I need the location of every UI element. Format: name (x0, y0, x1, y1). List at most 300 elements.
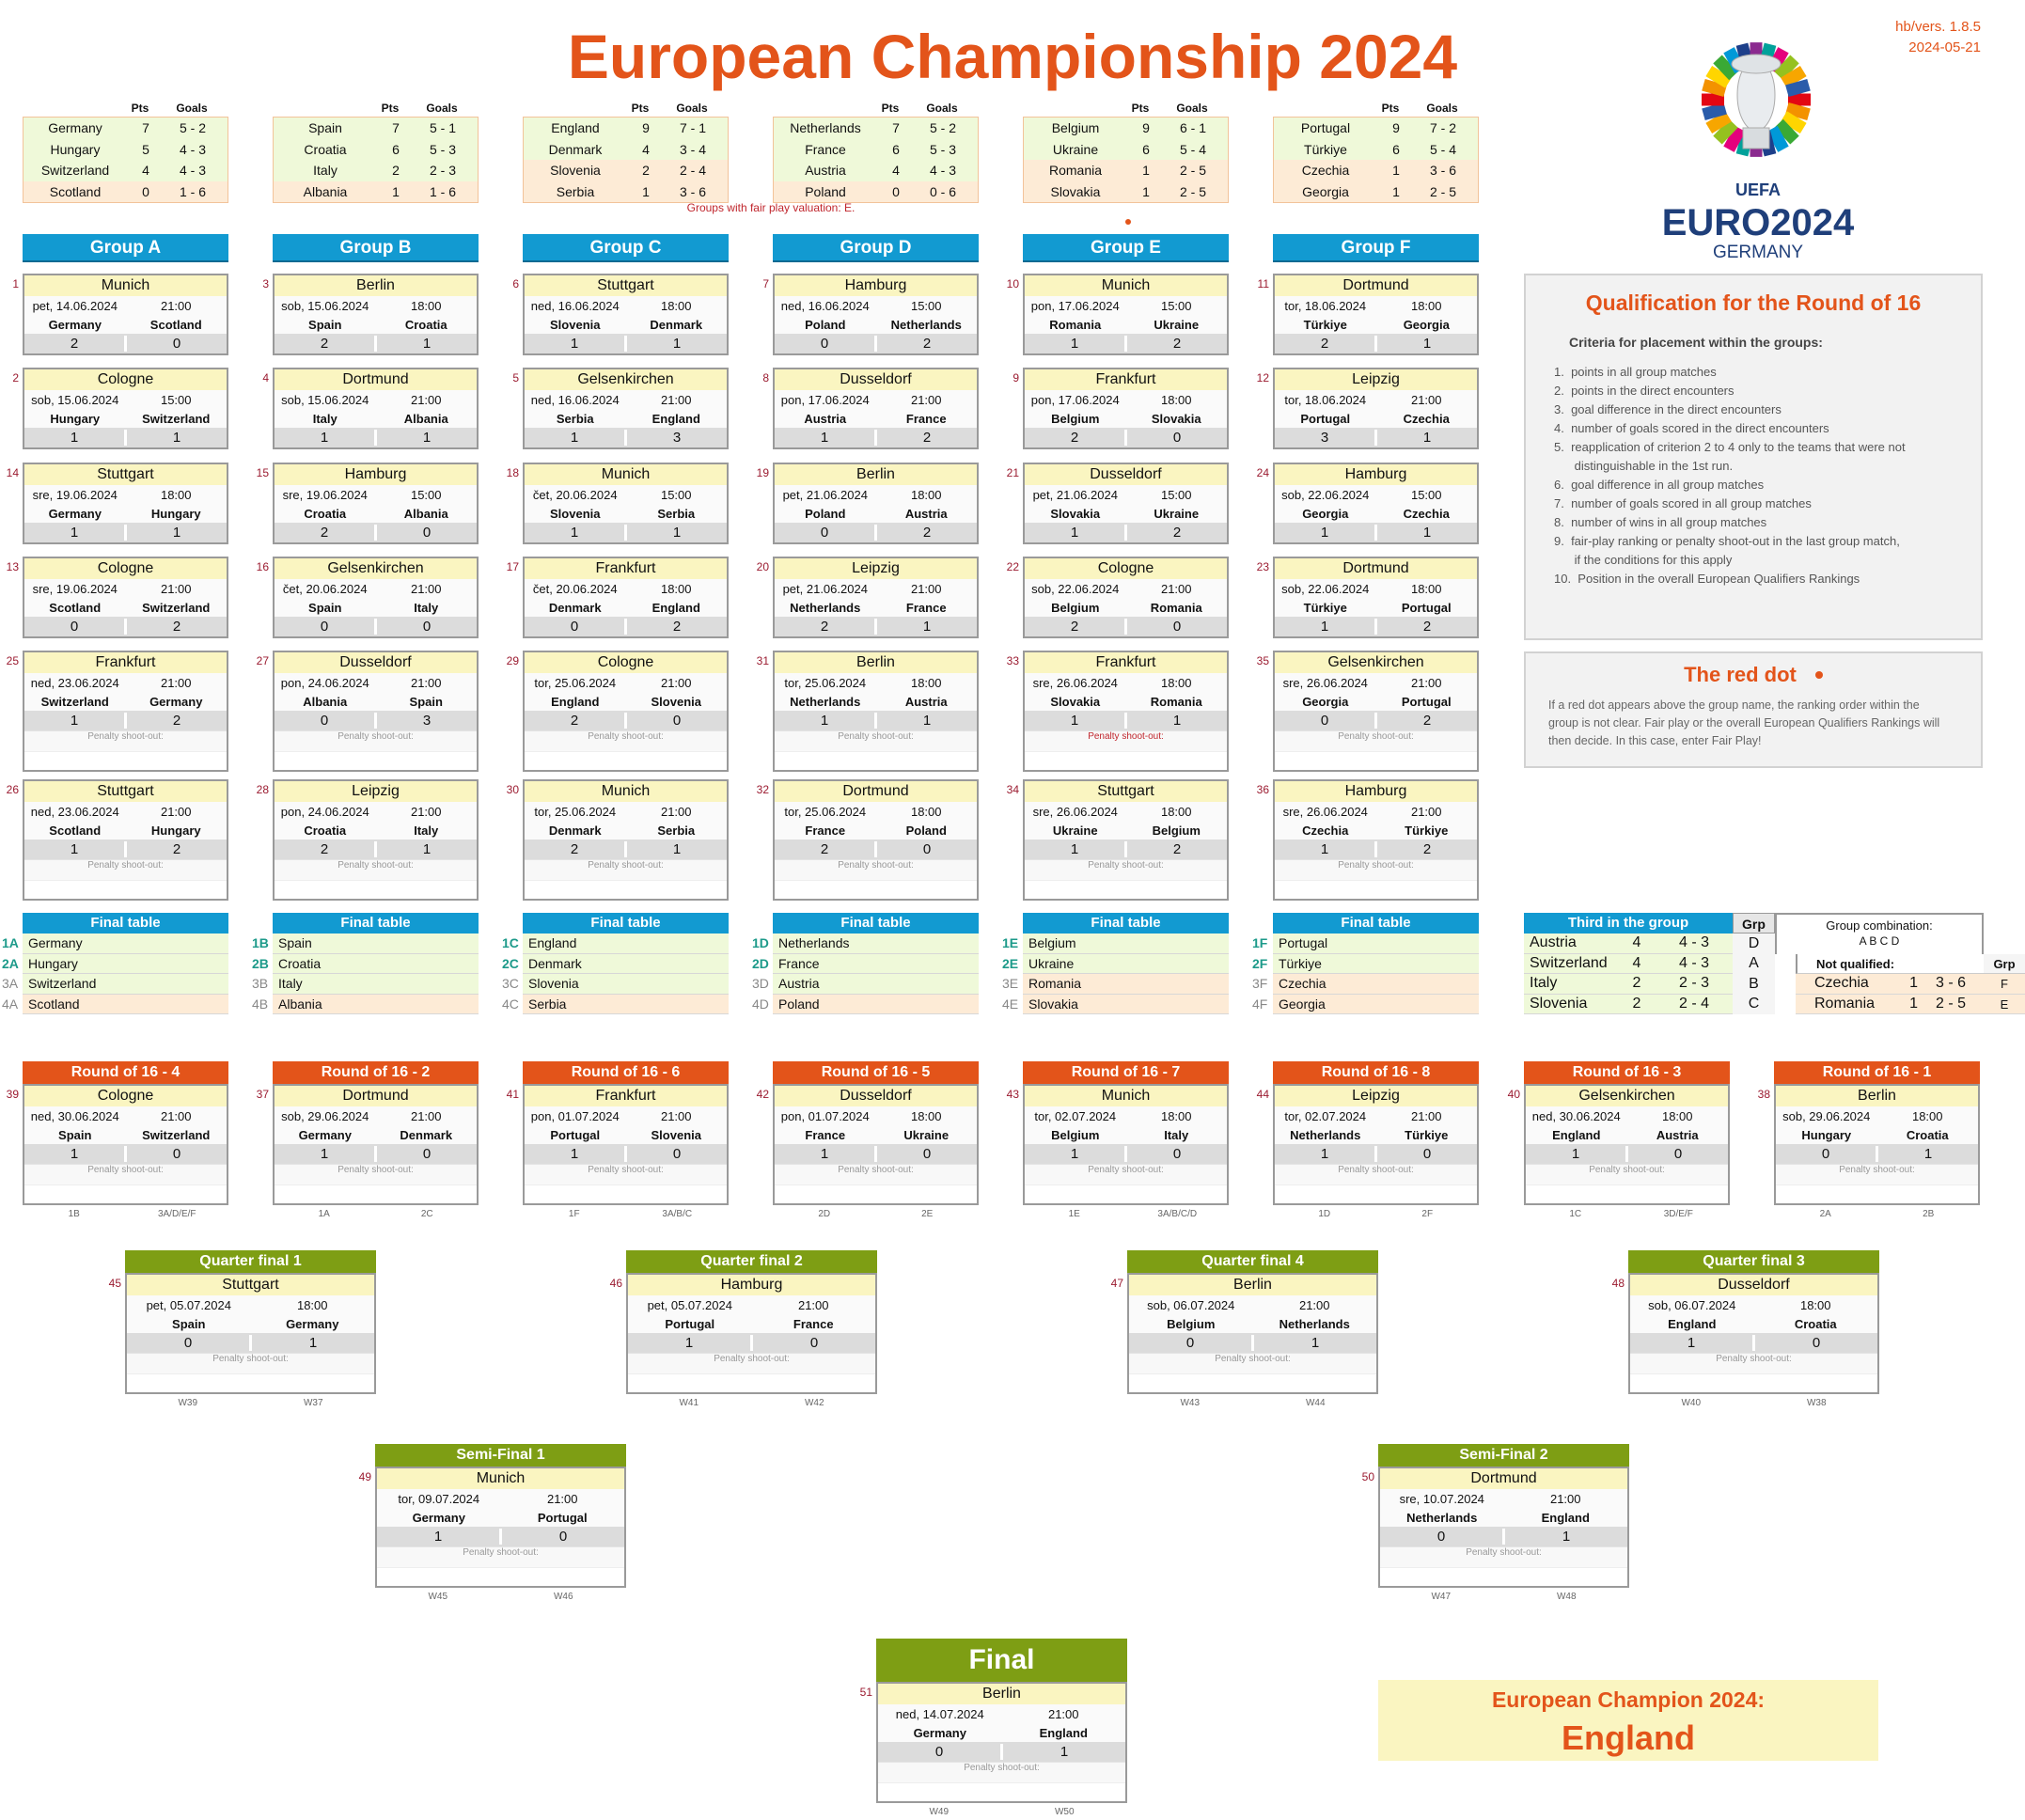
away-score-input[interactable]: 0 (922, 1146, 932, 1162)
match-round-title: Round of 16 - 3 (1524, 1061, 1730, 1084)
match-card (1273, 651, 1479, 772)
match-teams (878, 1723, 1125, 1742)
team-goals: 5 - 3 (429, 141, 456, 157)
penalty-shootout[interactable]: Penalty shoot-out: (1275, 1164, 1477, 1185)
match-date: pon, 24.06.2024 (280, 675, 369, 690)
home-score-input[interactable]: 0 (1129, 1335, 1254, 1351)
penalty-score-row[interactable] (1275, 880, 1477, 899)
away-team: Croatia (1906, 1127, 1949, 1142)
home-score-input[interactable]: 1 (525, 430, 627, 446)
penalty-shootout[interactable]: Penalty shoot-out: (1025, 730, 1227, 751)
match-date: sob, 29.06.2024 (1782, 1108, 1871, 1123)
home-score-input[interactable]: 0 (525, 619, 627, 635)
penalty-shootout[interactable]: Penalty shoot-out: (525, 1164, 727, 1185)
home-score-input[interactable]: 2 (775, 841, 877, 857)
final-table-position: 2A (2, 955, 19, 971)
away-score-input[interactable]: 2 (1172, 336, 1182, 352)
home-score-input[interactable]: 1 (275, 430, 377, 446)
match-score (1275, 523, 1477, 542)
home-score-input[interactable]: 2 (775, 619, 877, 635)
penalty-score-row[interactable] (1129, 1373, 1376, 1392)
match-datetime (1275, 296, 1477, 315)
match-card (773, 779, 979, 901)
away-team: Austria (904, 694, 948, 709)
home-team: Netherlands (1406, 1510, 1478, 1525)
away-score-input[interactable]: 3 (422, 713, 432, 729)
match-datetime (275, 296, 477, 315)
home-score-input[interactable]: 2 (1275, 336, 1377, 352)
final-table-row: Slovenia (523, 974, 729, 995)
source-right: W50 (1054, 1806, 1075, 1817)
criterion-item: 8. number of wins in all group matches (1554, 515, 1767, 529)
home-score-input[interactable]: 1 (525, 525, 627, 541)
away-score-input[interactable]: 1 (1422, 336, 1432, 352)
home-score-input[interactable]: 1 (24, 525, 127, 541)
home-score-input[interactable]: 1 (24, 713, 127, 729)
away-score-input[interactable]: 1 (1311, 1335, 1320, 1351)
penalty-shootout[interactable]: Penalty shoot-out: (1275, 859, 1477, 880)
home-team: Romania (1049, 317, 1102, 332)
home-team: Czechia (1302, 823, 1349, 838)
away-score-input[interactable]: 1 (308, 1335, 318, 1351)
home-score-input[interactable]: 1 (1025, 336, 1127, 352)
home-score-input[interactable]: 1 (1526, 1146, 1628, 1162)
penalty-shootout[interactable]: Penalty shoot-out: (24, 730, 227, 751)
away-score-input[interactable]: 1 (1172, 713, 1182, 729)
source-right: W46 (553, 1591, 573, 1602)
standings-row (1274, 181, 1478, 203)
away-score-input[interactable]: 0 (1172, 1146, 1182, 1162)
match-number: 32 (756, 783, 769, 796)
team-goals: 5 - 2 (929, 120, 956, 136)
home-score-input[interactable]: 0 (275, 619, 377, 635)
match-number: 11 (1257, 277, 1269, 290)
away-score-input[interactable]: 2 (922, 430, 932, 446)
match-date: tor, 18.06.2024 (1284, 392, 1367, 407)
third-goals: 2 - 3 (1678, 975, 1709, 992)
home-score-input[interactable]: 1 (24, 430, 127, 446)
away-score-input[interactable]: 1 (672, 525, 682, 541)
penalty-score-row[interactable] (775, 1185, 977, 1203)
home-score-input[interactable]: 1 (1025, 1146, 1127, 1162)
home-score-input[interactable]: 2 (275, 525, 377, 541)
match-time: 21:00 (410, 1108, 442, 1123)
away-score-input[interactable]: 2 (1422, 841, 1432, 857)
penalty-score-row[interactable] (1275, 751, 1477, 770)
home-score-input[interactable]: 1 (525, 336, 627, 352)
away-score-input[interactable]: 1 (172, 430, 181, 446)
home-score-input[interactable]: 2 (24, 336, 127, 352)
away-score-input[interactable]: 1 (422, 336, 432, 352)
home-score-input[interactable]: 1 (628, 1335, 753, 1351)
penalty-shootout[interactable]: Penalty shoot-out: (24, 859, 227, 880)
penalty-score-row[interactable] (24, 1185, 227, 1203)
match-card (23, 368, 228, 449)
away-score-input[interactable]: 1 (1060, 1744, 1069, 1760)
home-score-input[interactable]: 1 (1275, 619, 1377, 635)
match-teams (628, 1314, 875, 1333)
pts-header: Pts (131, 102, 149, 115)
match-card (773, 651, 979, 772)
away-score-input[interactable]: 1 (1422, 525, 1432, 541)
home-score-input[interactable]: 0 (24, 619, 127, 635)
away-score-input[interactable]: 0 (1172, 619, 1182, 635)
red-dot-panel (1524, 651, 1983, 768)
final-table-title: Final table (1273, 913, 1479, 934)
penalty-score-row[interactable] (775, 751, 977, 770)
penalty-shootout[interactable]: Penalty shoot-out: (275, 859, 477, 880)
home-score-input[interactable]: 2 (525, 713, 627, 729)
team-points: 1 (392, 183, 400, 199)
home-score-input[interactable]: 2 (525, 841, 627, 857)
home-score-input[interactable]: 0 (1776, 1146, 1878, 1162)
home-team: Scotland (49, 823, 102, 838)
away-score-input[interactable]: 0 (922, 841, 932, 857)
match-score (1025, 617, 1227, 636)
match-datetime (24, 296, 227, 315)
penalty-shootout[interactable]: Penalty shoot-out: (1025, 1164, 1227, 1185)
home-score-input[interactable]: 0 (878, 1744, 1003, 1760)
match-card (1023, 463, 1229, 544)
match-number: 20 (756, 560, 769, 573)
penalty-score-row[interactable] (1025, 751, 1227, 770)
away-score-input[interactable]: 2 (922, 336, 932, 352)
penalty-shootout[interactable]: Penalty shoot-out: (1630, 1353, 1877, 1373)
away-score-input[interactable]: 1 (672, 841, 682, 857)
penalty-shootout[interactable]: Penalty shoot-out: (775, 730, 977, 751)
match-datetime (775, 802, 977, 821)
away-score-input[interactable]: 0 (422, 525, 432, 541)
match-venue: Hamburg (1275, 781, 1477, 802)
away-score-input[interactable]: 0 (672, 1146, 682, 1162)
match-round-title: Semi-Final 2 (1378, 1444, 1629, 1467)
final-table (523, 913, 729, 1014)
match-card (273, 274, 479, 355)
home-score-input[interactable]: 3 (1275, 430, 1377, 446)
away-score-input[interactable]: 2 (672, 619, 682, 635)
standings-row (1274, 160, 1478, 181)
penalty-shootout[interactable]: Penalty shoot-out: (127, 1353, 374, 1373)
home-score-input[interactable]: 2 (1025, 430, 1127, 446)
penalty-score-row[interactable] (377, 1567, 624, 1586)
home-score-input[interactable]: 1 (775, 1146, 877, 1162)
home-team: Croatia (304, 823, 347, 838)
away-score-input[interactable]: 0 (422, 619, 432, 635)
home-score-input[interactable]: 0 (775, 336, 877, 352)
match-time: 18:00 (910, 487, 942, 502)
away-team: Ukraine (1154, 506, 1200, 521)
third-place-row (1524, 934, 1775, 954)
penalty-score-row[interactable] (275, 751, 477, 770)
away-team: Czechia (1403, 411, 1450, 426)
home-score-input[interactable]: 1 (775, 713, 877, 729)
match-date: ned, 30.06.2024 (30, 1108, 119, 1123)
bracket-source (273, 1205, 479, 1222)
source-left: 2D (818, 1208, 831, 1219)
match-venue: Stuttgart (525, 275, 727, 296)
away-score-input[interactable]: 1 (922, 713, 932, 729)
penalty-score-row[interactable] (1025, 880, 1227, 899)
away-score-input[interactable]: 1 (1562, 1529, 1571, 1545)
third-goals: 4 - 3 (1678, 934, 1709, 951)
away-score-input[interactable]: 2 (1422, 713, 1432, 729)
trophy-logo-icon (1650, 26, 1866, 267)
match-venue: Gelsenkirchen (1275, 652, 1477, 673)
penalty-score-row[interactable] (1025, 1185, 1227, 1203)
match-score (1025, 523, 1227, 542)
penalty-shootout[interactable]: Penalty shoot-out: (525, 730, 727, 751)
penalty-score-row[interactable] (1275, 1185, 1477, 1203)
away-score-input[interactable]: 0 (809, 1335, 819, 1351)
home-team: Portugal (665, 1316, 715, 1331)
penalty-shootout[interactable]: Penalty shoot-out: (24, 1164, 227, 1185)
team-goals: 2 - 5 (1179, 183, 1206, 199)
away-score-input[interactable]: 0 (1673, 1146, 1683, 1162)
home-score-input[interactable]: 1 (1275, 525, 1377, 541)
penalty-score-row[interactable] (628, 1373, 875, 1392)
home-score-input[interactable]: 1 (1025, 841, 1127, 857)
match-date: pon, 17.06.2024 (780, 392, 870, 407)
home-score-input[interactable]: 1 (1025, 525, 1127, 541)
match-venue: Berlin (1776, 1086, 1978, 1106)
match-datetime (525, 802, 727, 821)
penalty-score-row[interactable] (775, 880, 977, 899)
away-score-input[interactable]: 0 (1812, 1335, 1821, 1351)
match-venue: Leipzig (1275, 369, 1477, 390)
team-points: 2 (642, 163, 650, 179)
source-right: 3A/B/C (662, 1208, 693, 1219)
penalty-shootout[interactable]: Penalty shoot-out: (275, 730, 477, 751)
home-score-input[interactable]: 1 (24, 841, 127, 857)
penalty-shootout[interactable]: Penalty shoot-out: (775, 1164, 977, 1185)
team-points: 9 (1142, 120, 1150, 136)
away-score-input[interactable]: 0 (172, 336, 181, 352)
match-round-title: Round of 16 - 8 (1273, 1061, 1479, 1084)
penalty-shootout[interactable]: Penalty shoot-out: (628, 1353, 875, 1373)
penalty-score-row[interactable] (24, 751, 227, 770)
match-venue: Gelsenkirchen (525, 369, 727, 390)
team-name: Spain (308, 120, 342, 136)
away-score-input[interactable]: 1 (1422, 430, 1432, 446)
source-left: 1E (1068, 1208, 1080, 1219)
home-score-input[interactable]: 0 (275, 713, 377, 729)
penalty-score-row[interactable] (878, 1782, 1125, 1801)
home-score-input[interactable]: 1 (1025, 713, 1127, 729)
match-teams (1275, 504, 1477, 523)
penalty-score-row[interactable] (525, 1185, 727, 1203)
home-score-input[interactable]: 1 (275, 1146, 377, 1162)
home-score-input[interactable]: 2 (275, 336, 377, 352)
away-score-input[interactable]: 1 (422, 841, 432, 857)
team-goals: 5 - 2 (179, 120, 206, 136)
match-teams (1025, 504, 1227, 523)
away-score-input[interactable]: 2 (922, 525, 932, 541)
penalty-score-row[interactable] (275, 880, 477, 899)
final-table-position: 1C (502, 935, 519, 950)
source-left: 1C (1569, 1208, 1582, 1219)
match-number: 51 (859, 1686, 872, 1699)
criterion-item: 1. points in all group matches (1554, 365, 1717, 379)
team-points: 6 (892, 141, 900, 157)
criterion-item: 5. reapplication of criterion 2 to 4 only to the teams that were not (1554, 440, 1906, 454)
away-score-input[interactable]: 0 (1172, 430, 1182, 446)
match-box (1524, 1084, 1730, 1205)
away-team: Romania (1150, 694, 1202, 709)
home-score-input[interactable]: 1 (775, 430, 877, 446)
away-team: Spain (409, 694, 443, 709)
penalty-shootout[interactable]: Penalty shoot-out: (377, 1546, 624, 1567)
home-team: Portugal (1300, 411, 1351, 426)
penalty-shootout[interactable]: Penalty shoot-out: (1526, 1164, 1728, 1185)
match-venue: Berlin (275, 275, 477, 296)
penalty-score-row[interactable] (1380, 1567, 1627, 1586)
home-score-input[interactable]: 1 (1275, 1146, 1377, 1162)
away-team: Austria (904, 506, 948, 521)
penalty-shootout[interactable]: Penalty shoot-out: (1776, 1164, 1978, 1185)
home-score-input[interactable]: 1 (24, 1146, 127, 1162)
match-box (1273, 651, 1479, 772)
source-right: W42 (804, 1397, 824, 1408)
standings-table (273, 117, 479, 203)
match-round-title: Round of 16 - 2 (273, 1061, 479, 1084)
match-number: 25 (6, 654, 19, 667)
match-teams (127, 1314, 374, 1333)
home-score-input[interactable]: 2 (275, 841, 377, 857)
match-time: 15:00 (660, 487, 692, 502)
away-score-input[interactable]: 0 (558, 1529, 568, 1545)
away-score-input[interactable]: 0 (422, 1146, 432, 1162)
match-box (523, 1084, 729, 1205)
away-score-input[interactable]: 3 (672, 430, 682, 446)
penalty-score-row[interactable] (525, 880, 727, 899)
penalty-shootout[interactable]: Penalty shoot-out: (775, 859, 977, 880)
match-number: 42 (756, 1088, 769, 1101)
home-score-input[interactable]: 1 (377, 1529, 502, 1545)
away-score-input[interactable]: 2 (172, 841, 181, 857)
match-time: 21:00 (160, 1108, 192, 1123)
away-score-input[interactable]: 1 (922, 619, 932, 635)
home-score-input[interactable]: 0 (127, 1335, 252, 1351)
standings-row (274, 118, 478, 139)
home-score-input[interactable]: 2 (1025, 619, 1127, 635)
away-score-input[interactable]: 0 (172, 1146, 181, 1162)
home-score-input[interactable]: 0 (1380, 1529, 1505, 1545)
team-name: Hungary (50, 141, 101, 157)
final-table-position: 1A (2, 935, 19, 950)
nq-goals: 3 - 6 (1935, 975, 1966, 992)
home-team: England (1552, 1127, 1601, 1142)
match-card (523, 1061, 729, 1222)
away-score-input[interactable]: 0 (1422, 1146, 1432, 1162)
penalty-score-row[interactable] (127, 1373, 374, 1392)
match-time: 21:00 (410, 804, 442, 819)
team-points: 4 (142, 163, 149, 179)
match-box (23, 463, 228, 544)
match-time: 21:00 (1298, 1297, 1330, 1312)
page-title: European Championship 2024 (567, 22, 1458, 91)
away-score-input[interactable]: 2 (172, 713, 181, 729)
penalty-shootout[interactable]: Penalty shoot-out: (525, 859, 727, 880)
penalty-shootout[interactable]: Penalty shoot-out: (878, 1762, 1125, 1782)
penalty-score-row[interactable] (1630, 1373, 1877, 1392)
team-goals: 0 - 6 (929, 183, 956, 199)
match-datetime (628, 1295, 875, 1314)
match-venue: Hamburg (775, 275, 977, 296)
match-card (23, 779, 228, 901)
match-teams (525, 598, 727, 617)
penalty-score-row[interactable] (525, 751, 727, 770)
final-table-row: Türkiye (1273, 954, 1479, 975)
away-score-input[interactable]: 1 (172, 525, 181, 541)
match-time: 21:00 (660, 675, 692, 690)
match-venue: Dusseldorf (775, 369, 977, 390)
away-score-input[interactable]: 2 (1172, 525, 1182, 541)
match-box (273, 368, 479, 449)
away-score-input[interactable]: 1 (672, 336, 682, 352)
away-score-input[interactable]: 0 (672, 713, 682, 729)
away-score-input[interactable]: 1 (1923, 1146, 1933, 1162)
match-time: 18:00 (660, 581, 692, 596)
penalty-shootout[interactable]: Penalty shoot-out: (1025, 859, 1227, 880)
home-score-input[interactable]: 0 (1275, 713, 1377, 729)
match-date: sre, 26.06.2024 (1032, 804, 1118, 819)
home-score-input[interactable]: 1 (1275, 841, 1377, 857)
match-venue: Hamburg (275, 464, 477, 485)
home-score-input[interactable]: 0 (775, 525, 877, 541)
match-date: čet, 20.06.2024 (532, 581, 618, 596)
penalty-shootout[interactable]: Penalty shoot-out: (1129, 1353, 1376, 1373)
home-score-input[interactable]: 1 (525, 1146, 627, 1162)
match-number: 28 (256, 783, 269, 796)
match-datetime (525, 485, 727, 504)
match-date: tor, 09.07.2024 (398, 1491, 480, 1506)
penalty-score-row[interactable] (1526, 1185, 1728, 1203)
match-teams (1275, 315, 1477, 334)
penalty-shootout[interactable]: Penalty shoot-out: (1275, 730, 1477, 751)
penalty-shootout[interactable]: Penalty shoot-out: (1380, 1546, 1627, 1567)
match-card (523, 557, 729, 638)
penalty-shootout[interactable]: Penalty shoot-out: (275, 1164, 477, 1185)
away-score-input[interactable]: 2 (1172, 841, 1182, 857)
match-datetime (1025, 390, 1227, 409)
standings-row (774, 118, 978, 139)
home-team: Croatia (304, 506, 347, 521)
away-score-input[interactable]: 2 (172, 619, 181, 635)
team-points: 9 (1392, 120, 1400, 136)
home-score-input[interactable]: 1 (1630, 1335, 1755, 1351)
match-card (773, 274, 979, 355)
match-number: 48 (1611, 1277, 1625, 1290)
match-card (273, 368, 479, 449)
source-right: W37 (303, 1397, 323, 1408)
match-time: 21:00 (1410, 392, 1442, 407)
away-score-input[interactable]: 1 (422, 430, 432, 446)
match-card (1273, 557, 1479, 638)
match-venue: Berlin (775, 464, 977, 485)
match-box (273, 463, 479, 544)
penalty-score-row[interactable] (24, 880, 227, 899)
team-goals: 2 - 4 (679, 163, 706, 179)
source-left: 1A (318, 1208, 330, 1219)
match-number: 43 (1006, 1088, 1019, 1101)
penalty-score-row[interactable] (1776, 1185, 1978, 1203)
match-number: 46 (609, 1277, 622, 1290)
match-time: 18:00 (1160, 1108, 1192, 1123)
away-score-input[interactable]: 2 (1422, 619, 1432, 635)
match-date: ned, 23.06.2024 (30, 675, 119, 690)
goals-header: Goals (1426, 102, 1458, 115)
penalty-score-row[interactable] (275, 1185, 477, 1203)
